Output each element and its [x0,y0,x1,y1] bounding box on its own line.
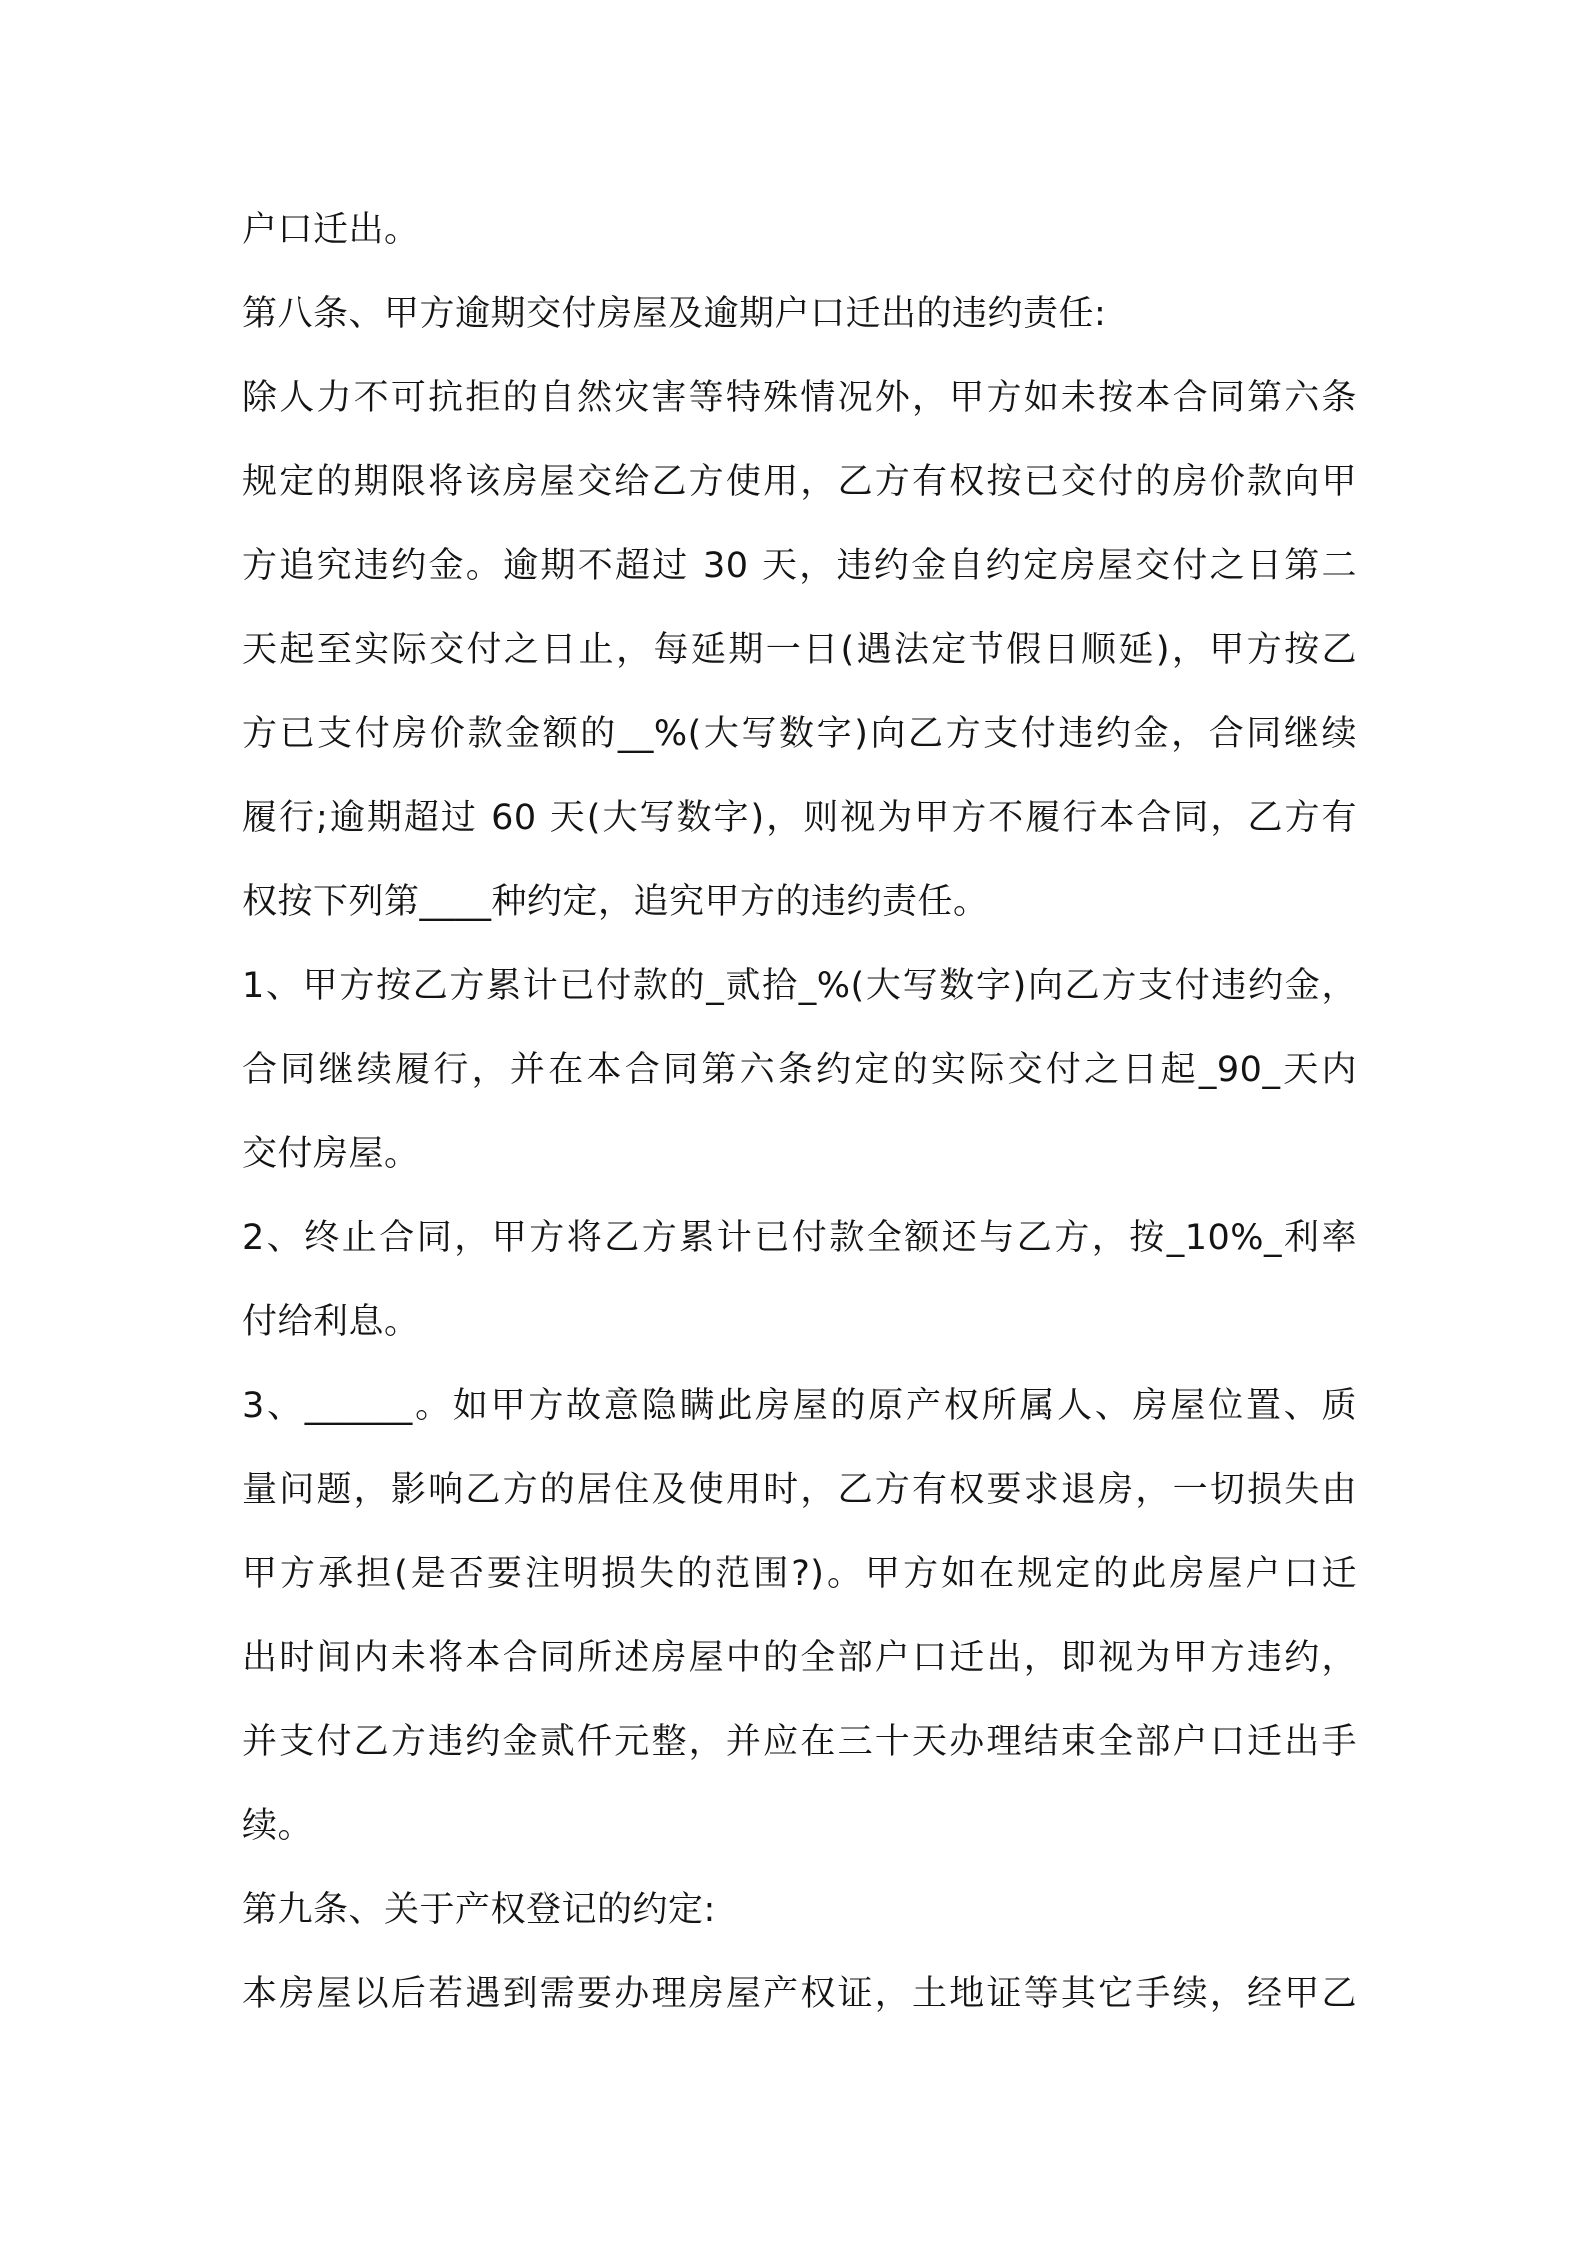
contract-text-body [242,188,1357,2036]
clause-1-line: 1、甲方按乙方累计已付款的_贰拾_%(大写数字)向乙方支付违约金， [242,966,1357,1006]
text-line: 权按下列第____种约定，追究甲方的违约责任。 [242,882,989,922]
text-line: 量问题，影响乙方的居住及使用时，乙方有权要求退房，一切损失由 [242,1470,1357,1510]
text-line: 履行;逾期超过 60 天(大写数字)，则视为甲方不履行本合同，乙方有 [242,798,1357,838]
text-line: 本房屋以后若遇到需要办理房屋产权证，土地证等其它手续，经甲乙 [242,1974,1357,2014]
clause-2-line: 2、终止合同，甲方将乙方累计已付款全额还与乙方，按_10%_利率 [242,1218,1357,1258]
text-line: 规定的期限将该房屋交给乙方使用，乙方有权按已交付的房价款向甲 [242,462,1357,502]
text-line: 方已支付房价款金额的__%(大写数字)向乙方支付违约金，合同继续 [242,714,1357,754]
text-line: 甲方承担(是否要注明损失的范围?)。甲方如在规定的此房屋户口迁 [242,1554,1357,1594]
text-line: 除人力不可抗拒的自然灾害等特殊情况外，甲方如未按本合同第六条 [242,378,1357,418]
text-line: 交付房屋。 [242,1134,420,1174]
clause-3-line: 3、______。如甲方故意隐瞒此房屋的原产权所属人、房屋位置、质 [242,1386,1357,1426]
text-line: 方追究违约金。逾期不超过 30 天，违约金自约定房屋交付之日第二 [242,546,1357,586]
article-9-heading: 第九条、关于产权登记的约定: [242,1890,716,1930]
text-line-household-move-out: 户口迁出。 [242,210,420,250]
text-line: 合同继续履行，并在本合同第六条约定的实际交付之日起_90_天内 [242,1050,1357,1090]
article-8-heading: 第八条、甲方逾期交付房屋及逾期户口迁出的违约责任: [242,294,1107,334]
text-line: 出时间内未将本合同所述房屋中的全部户口迁出，即视为甲方违约， [242,1638,1357,1678]
text-line: 天起至实际交付之日止，每延期一日(遇法定节假日顺延)，甲方按乙 [242,630,1357,670]
text-line: 续。 [242,1806,314,1846]
text-line: 并支付乙方违约金贰仟元整，并应在三十天办理结束全部户口迁出手 [242,1722,1357,1762]
text-line: 付给利息。 [242,1302,420,1342]
